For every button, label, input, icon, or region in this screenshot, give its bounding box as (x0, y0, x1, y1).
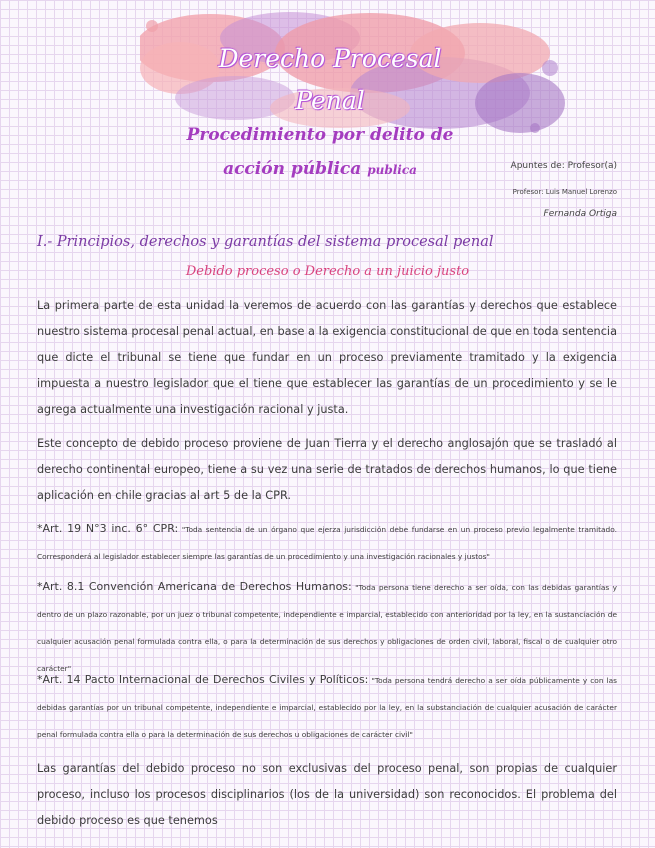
article-quote-pidcp (37, 666, 617, 748)
document-title-line-1: Derecho Procesal (218, 44, 442, 73)
document-title-line-2: Penal (295, 86, 365, 115)
quote-text-cpr: "Toda sentencia de un órgano que ejerza jurisdicción debe fundarse en un proceso previo legalmente tramitado. Corresponderá al legislador establecer siempre las garantías de un procedimiento y una investigación racionales y justos" (37, 525, 617, 561)
subtitle-small-text: publica (367, 163, 417, 177)
notes-source: Apuntes de: Profesor(a) (510, 161, 617, 171)
watercolor-header-decoration (140, 8, 570, 143)
body-paragraph-1: La primera parte de esta unidad la veremos de acuerdo con las garantías y derechos que establece nuestro sistema procesal penal actual, en base a la exigencia constitucional de que en toda sentencia que dicte el tribunal se tiene que fundar en un proceso previamente tramitado y la exigencia impuesta a nuestro legislador que el tiene que establecer las garantías de un procedimiento y se le agrega actualmente una investigación racional y justa. (37, 299, 617, 416)
document-subtitle-line-1: Procedimiento por delito de (186, 125, 454, 145)
author-name: Fernanda Ortiga (543, 209, 617, 219)
quote-lead-cpr: *Art. 19 N°3 inc. 6° CPR: (37, 522, 179, 535)
quote-text-pidcp: "Toda persona tendrá derecho a ser oída públicamente y con las debidas garantías por un tribunal competente, independiente e imparcial, establecido por la ley, en la substanciación de cualquier acusación de carácter penal formulada contra ella o para la determinación de sus derechos u obligaciones de carácter civil" (37, 676, 617, 739)
professor-name: Profesor: Luis Manuel Lorenzo (512, 188, 617, 196)
article-quote-cpr (37, 515, 617, 570)
body-paragraph-3: Las garantías del debido proceso no son exclusivas del proceso penal, son propias de cualquier proceso, incluso los procesos disciplinarios (los de la universidad) son reconocidos. El problema del debido proceso es que tenemos (37, 762, 617, 827)
quote-lead-cadh: *Art. 8.1 Convención Americana de Derechos Humanos: (37, 580, 352, 593)
quote-lead-pidcp: *Art. 14 Pacto Internacional de Derechos Civiles y Políticos: (37, 673, 369, 686)
quote-text-cadh: "Toda persona tiene derecho a ser oída, con las debidas garantías y dentro de un plazo razonable, por un juez o tribunal competente, independiente e imparcial, establecido con anterioridad por la ley, en la sustanciación de cualquier acusación penal formulada contra ella, o para la determinación de sus derechos y obligaciones de orden civil, laboral, fiscal o de cualquier otro carácter" (37, 583, 617, 673)
body-paragraph-2: Este concepto de debido proceso proviene de Juan Tierra y el derecho anglosajón que se trasladó al derecho continental europeo, tiene a su vez una serie de tratados de derechos humanos, lo que tiene aplicación en chile gracias al art 5 de la CPR. (37, 437, 617, 502)
document-subtitle-line-2 (170, 158, 470, 181)
subtitle-main-text: acción pública (223, 159, 362, 179)
section-subheading: Debido proceso o Derecho a un juicio justo (185, 264, 470, 279)
section-heading: I.- Principios, derechos y garantías del sistema procesal penal (37, 234, 494, 250)
